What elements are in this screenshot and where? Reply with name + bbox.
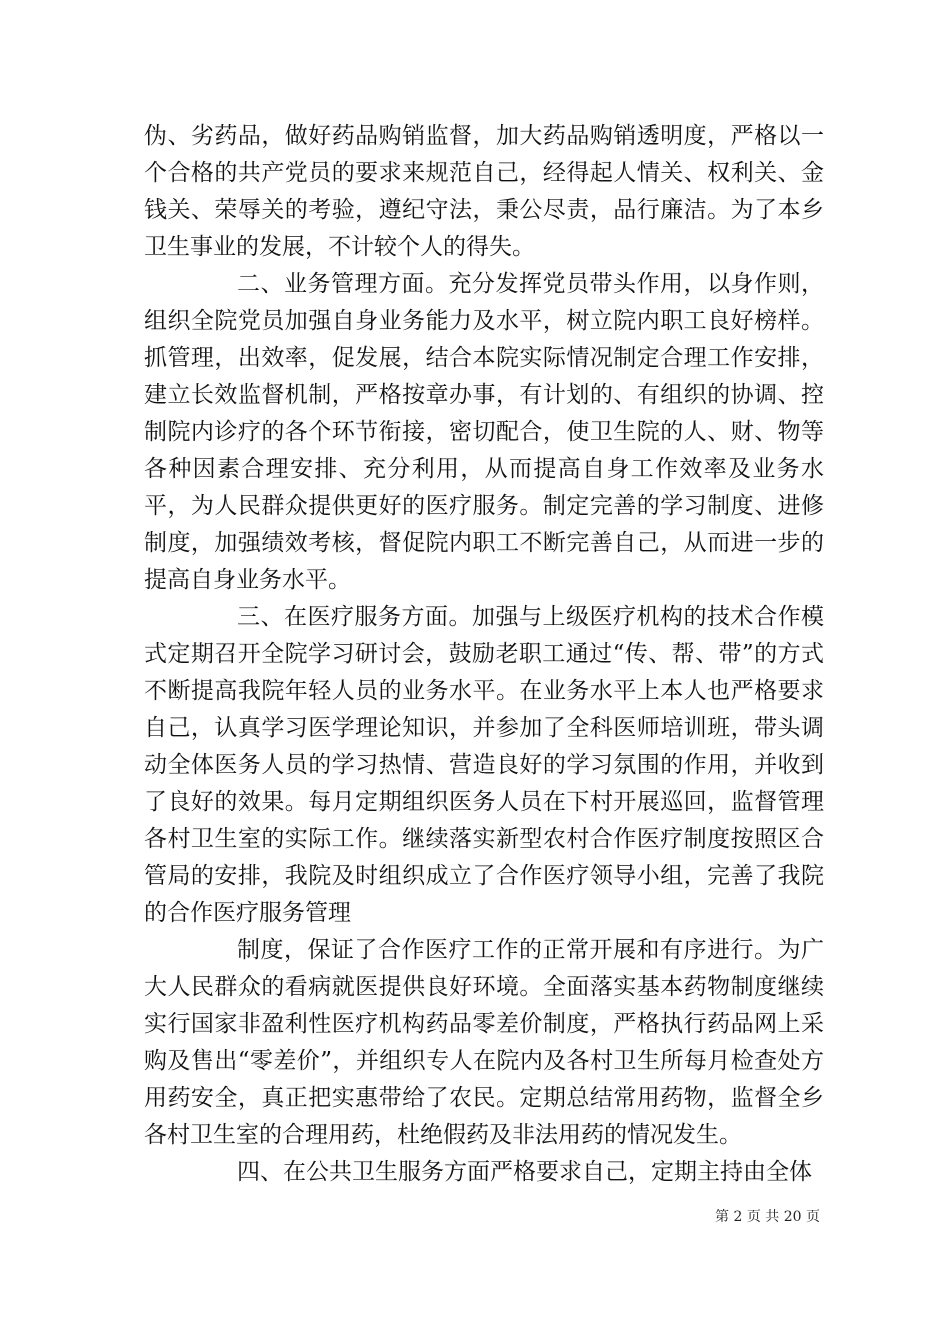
paragraph-public-health: 四、在公共卫生服务方面严格要求自己，定期主持由全体 [237,1159,812,1185]
paragraph-cooperative-medical-system: 制度，保证了合作医疗工作的正常开展和有序进行。为广大人民群众的看病就医提供良好环境。全面落实基本药物制度继续实行国家非盈利性医疗机构药品零差价制度，严格执行药品网上采购及售出“零差价”，并组织专人在院内及各村卫生所每月检查处方用药安全，真正把实惠带给了农民。定期总结常用药物，监督全乡各村卫生室的合理用药，杜绝假药及非法用药的情况发生。 [144,937,824,1148]
paragraph-continued: 伪、劣药品，做好药品购销监督，加大药品购销透明度，严格以一个合格的共产党员的要求来规范自己，经得起人情关、权利关、金钱关、荣辱关的考验，遵纪守法，秉公尽责，品行廉洁。为了本乡卫生事业的发展，不计较个人的得失。 [144,123,824,260]
paragraph-business-management: 二、业务管理方面。充分发挥党员带头作用，以身作则，组织全院党员加强自身业务能力及水平，树立院内职工良好榜样。抓管理，出效率，促发展，结合本院实际情况制定合理工作安排，建立长效监督机制，严格按章办事，有计划的、有组织的协调、控制院内诊疗的各个环节衔接，密切配合，使卫生院的人、财、物等各种因素合理安排、充分利用，从而提高自身工作效率及业务水平，为人民群众提供更好的医疗服务。制定完善的学习制度、进修制度，加强绩效考核，督促院内职工不断完善自己，从而进一步的提高自身业务水平。 [144,271,824,593]
document-body [144,118,824,1191]
page-number-footer: 第 2 页 共 20 页 [715,1209,820,1225]
paragraph-medical-service: 三、在医疗服务方面。加强与上级医疗机构的技术合作模式定期召开全院学习研讨会，鼓励老职工通过“传、帮、带”的方式不断提高我院年轻人员的业务水平。在业务水平上本人也严格要求自己，认真学习医学理论知识，并参加了全科医师培训班，带头调动全体医务人员的学习热情、营造良好的学习氛围的作用，并收到了良好的效果。每月定期组织医务人员在下村开展巡回，监督管理各村卫生室的实际工作。继续落实新型农村合作医疗制度按照区合管局的安排，我院及时组织成立了合作医疗领导小组，完善了我院的合作医疗服务管理 [144,604,824,926]
